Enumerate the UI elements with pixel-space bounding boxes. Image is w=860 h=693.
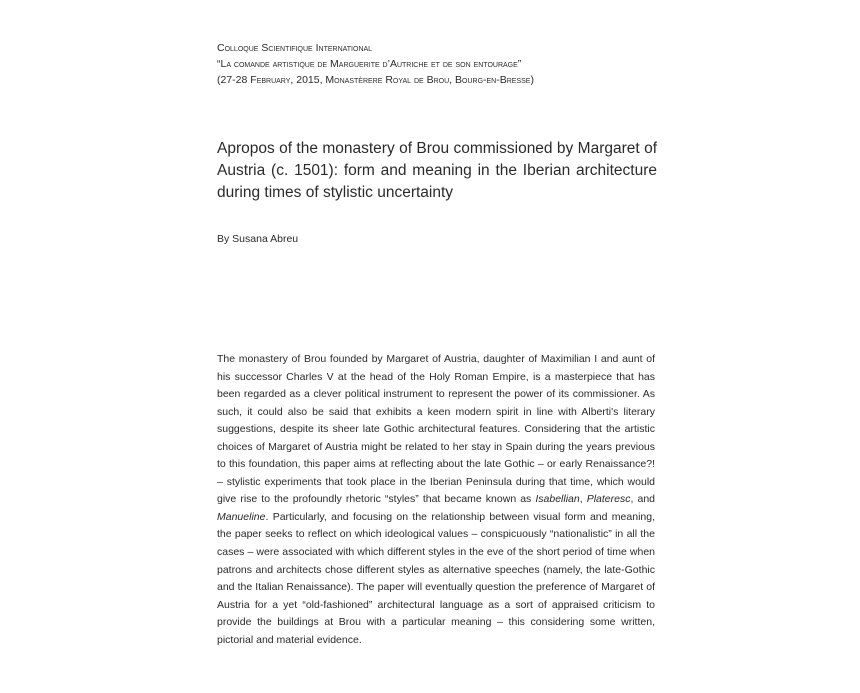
paper-title: Apropos of the monastery of Brou commissioned by Margaret of Austria (c. 1501): form and meaning in the Iberian architecture during times of stylistic uncertainty: [217, 140, 657, 201]
abstract-text-part2: . Particularly, and focusing on the relationship between visual form and meaning, the paper seeks to reflect on which ideological values – conspicuously “nationalistic” in all the cases – were associated with which different styles in the eve of the short period of time when patrons and architects chose different styles as alternative speeches (namely, the late-Gothic and the Italian Renaissance). The paper will eventually question the preference of Margaret of Austria for a yet “old-fashioned” architectural language as a sort of appraised criticism to provide the buildings at Brou with a particular meaning – this considering some written, pictorial and material evidence.: [217, 510, 655, 646]
abstract-paragraph: [217, 351, 655, 649]
conference-name: Colloque Scientifique International: [217, 42, 373, 54]
abstract-text-part1: The monastery of Brou founded by Margaret of Austria, daughter of Maximilian I and aunt of his successor Charles V at the head of the Holy Roman Empire, is a masterpiece that has been regarded as a clever political instrument to represent the power of its commissioner. As such, it could also be said that exhibits a keen modern spirit in line with Alberti's literary suggestions, despite its sheer late Gothic architectural features. Considering that the artistic choices of Margaret of Austria might be related to her stay in Spain during the years previous to this foundation, this paper aims at reflecting about the late Gothic – or early Renaissance?! – stylistic experiments that took place in the Iberian Peninsula during that time, which would give rise to the profoundly rhetoric “styles” that became known as: [217, 353, 655, 506]
style-plateresc: Plateresc: [586, 493, 631, 506]
conference-theme: “La comande artistique de Marguerite d’Autriche et de son entourage”: [217, 58, 522, 70]
abstract-separator-2: , and: [630, 493, 655, 506]
conference-date-venue: (27-28 February, 2015, Monastèrere Royal de Brou, Bourg-en-Bresse): [217, 74, 534, 86]
author-byline: By Susana Abreu: [217, 233, 299, 245]
style-isabellian: Isabellian: [535, 493, 580, 506]
abstract-separator-1: ,: [579, 493, 587, 506]
style-manueline: Manueline: [217, 510, 266, 523]
conference-header: [217, 40, 777, 88]
